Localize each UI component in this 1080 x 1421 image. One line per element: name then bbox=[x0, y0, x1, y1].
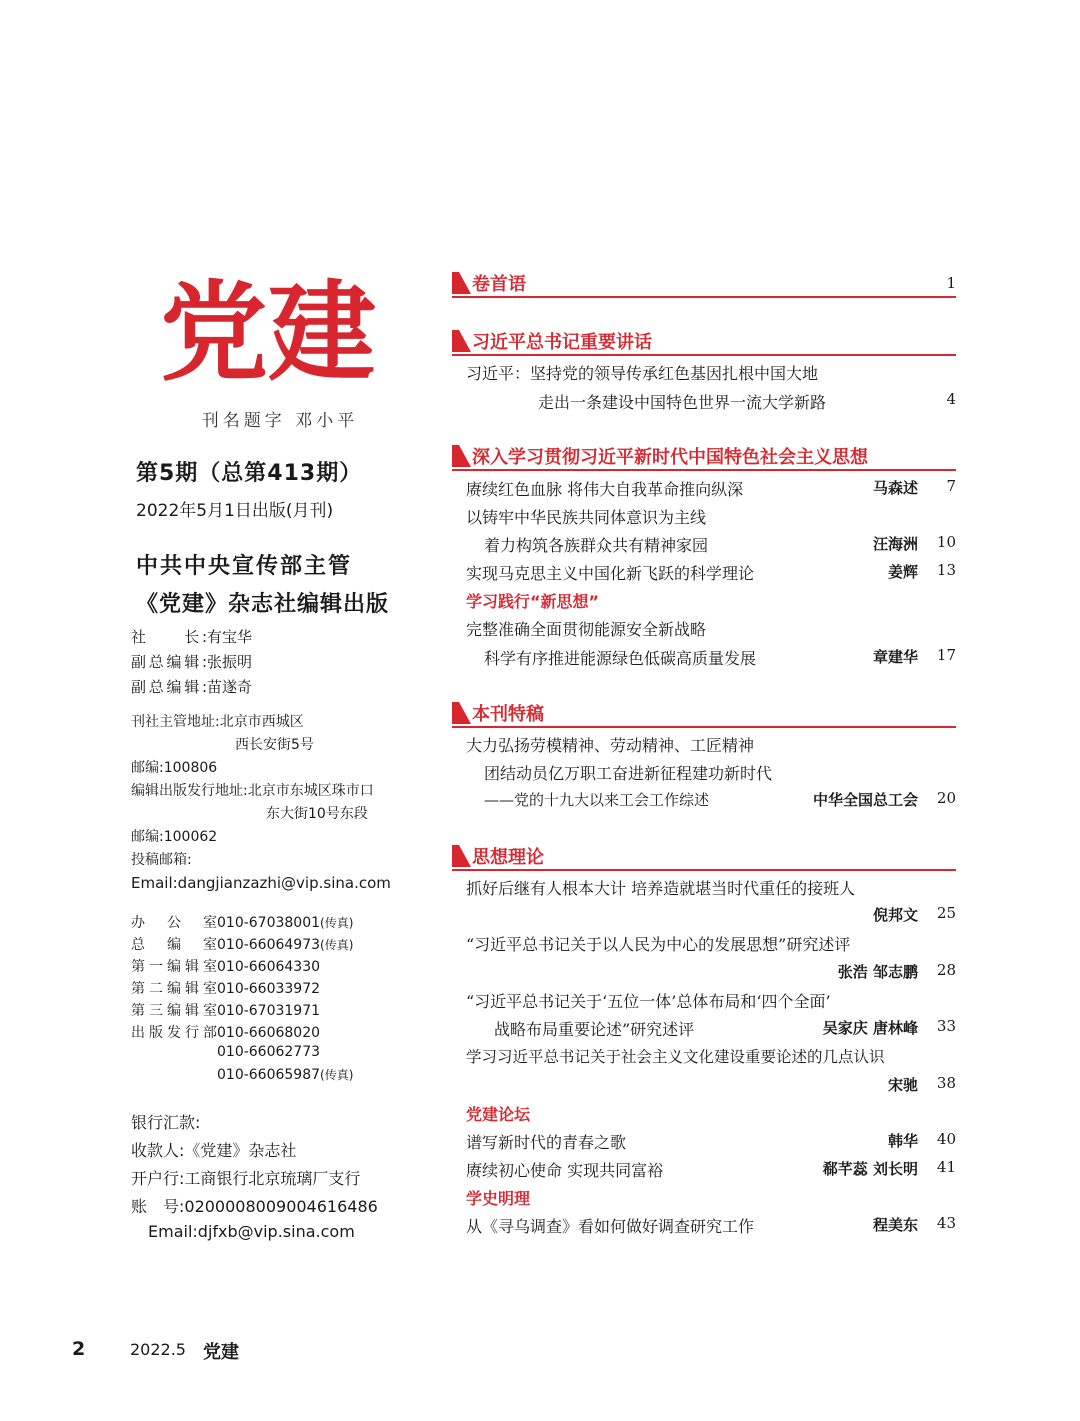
section-marker-icon bbox=[452, 445, 471, 467]
staff-row bbox=[131, 626, 252, 647]
entry-title: 着力构筑各族群众共有精神家园 bbox=[484, 536, 709, 555]
section-rule bbox=[452, 354, 956, 356]
entry-author: 倪邦文 bbox=[872, 906, 918, 924]
contact-phone: 010-66064330 bbox=[217, 959, 321, 975]
entry-page: 7 bbox=[946, 477, 956, 495]
entry-title: 科学有序推进能源绿色低碳高质量发展 bbox=[484, 649, 757, 668]
section-marker-icon bbox=[452, 272, 471, 294]
toc-entry[interactable] bbox=[466, 876, 956, 900]
entry-author: 汪海洲 bbox=[872, 535, 918, 553]
issue-number: 第5期（总第413期） bbox=[136, 461, 363, 486]
entry-title: 赓续初心使命 实现共同富裕 bbox=[466, 1161, 664, 1180]
contact-phone: 010-66065987 bbox=[217, 1067, 321, 1083]
staff-role: 社 长: bbox=[131, 628, 207, 646]
toc-entry[interactable] bbox=[466, 477, 956, 501]
entry-page: 13 bbox=[936, 561, 956, 579]
section-marker-icon bbox=[452, 702, 471, 724]
staff-role: 副总编辑: bbox=[131, 678, 207, 696]
toc-subsection: 党建论坛 bbox=[466, 1105, 531, 1124]
bank-email[interactable]: Email:djfxb@vip.sina.com bbox=[148, 1222, 355, 1241]
section-title: 习近平总书记重要讲话 bbox=[472, 332, 652, 353]
toc-section-header bbox=[452, 700, 956, 728]
contact-phone: 010-66064973 bbox=[217, 937, 321, 953]
contact-note: (传真) bbox=[320, 1068, 354, 1082]
entry-page: 10 bbox=[936, 533, 956, 551]
edit-address-label: 编辑出版发行地址: bbox=[131, 783, 248, 799]
entry-title: 大力弘扬劳模精神、劳动精神、工匠精神 bbox=[466, 736, 755, 755]
bank-payee: 收款人:《党建》杂志社 bbox=[131, 1141, 297, 1160]
toc-subsection: 学习践行“新思想” bbox=[466, 592, 600, 611]
staff-name: 张振明 bbox=[207, 653, 253, 671]
logo-caption: 刊名题字 邓小平 bbox=[201, 411, 359, 431]
footer-magazine-name: 党建 bbox=[203, 1342, 239, 1363]
submission-email-label: 投稿邮箱: bbox=[131, 852, 192, 868]
logo-text: 党建 bbox=[160, 270, 377, 396]
entry-author: 章建华 bbox=[872, 648, 918, 666]
edit-zip: 邮编:100062 bbox=[131, 829, 218, 845]
toc-entry[interactable] bbox=[466, 1017, 956, 1041]
contact-row bbox=[131, 1000, 320, 1020]
entry-title: 抓好后继有人根本大计 培养造就堪当时代重任的接班人 bbox=[466, 879, 856, 898]
bank-account: 账 号:0200008009004616486 bbox=[131, 1197, 378, 1216]
toc-entry[interactable] bbox=[466, 733, 956, 757]
entry-title: 从《寻乌调查》看如何做好调查研究工作 bbox=[466, 1217, 755, 1236]
entry-author: 宋驰 bbox=[887, 1076, 918, 1094]
toc-entry[interactable] bbox=[466, 1045, 956, 1069]
entry-page: 38 bbox=[936, 1074, 956, 1092]
entry-title: ——党的十九大以来工会工作综述 bbox=[484, 791, 710, 809]
toc-entry[interactable] bbox=[466, 1130, 956, 1154]
admin-address-line1: 北京市西城区 bbox=[219, 714, 304, 730]
edit-address-line2: 东大街10号东段 bbox=[266, 806, 368, 822]
entry-title: 谱写新时代的青春之歌 bbox=[466, 1133, 627, 1152]
entry-author: 韩华 bbox=[887, 1132, 918, 1150]
toc-entry[interactable] bbox=[466, 561, 956, 585]
toc-section-header bbox=[452, 843, 956, 871]
contact-row bbox=[131, 934, 353, 954]
toc-entry[interactable] bbox=[466, 617, 956, 641]
entry-page: 17 bbox=[936, 646, 956, 664]
toc-entry[interactable] bbox=[466, 789, 956, 813]
toc-entry[interactable] bbox=[466, 1074, 956, 1098]
page-number: 2 bbox=[72, 1338, 86, 1360]
section-page: 1 bbox=[946, 274, 956, 292]
contact-phone: 010-66068020 bbox=[217, 1025, 321, 1041]
entry-page: 40 bbox=[936, 1130, 956, 1148]
contact-row bbox=[131, 956, 320, 976]
contact-note: (传真) bbox=[320, 916, 354, 930]
entry-title: 战略布局重要论述”研究述评 bbox=[494, 1020, 695, 1039]
section-rule bbox=[452, 469, 956, 471]
toc-entry[interactable] bbox=[466, 761, 956, 785]
section-title: 深入学习贯彻习近平新时代中国特色社会主义思想 bbox=[472, 447, 868, 468]
contact-note: (传真) bbox=[320, 938, 354, 952]
staff-row bbox=[131, 676, 252, 697]
contact-dept: 第二编辑室 bbox=[131, 981, 217, 997]
footer-date: 2022.5 bbox=[130, 1340, 186, 1359]
entry-author: 张浩 邹志鹏 bbox=[837, 963, 918, 981]
entry-title: 习近平：坚持党的领导传承红色基因扎根中国大地 bbox=[466, 364, 819, 383]
entry-title: “习近平总书记关于以人民为中心的发展思想”研究述评 bbox=[466, 935, 851, 954]
toc-entry[interactable] bbox=[466, 646, 956, 670]
toc-entry[interactable] bbox=[466, 1158, 956, 1182]
contact-row bbox=[131, 1022, 320, 1042]
toc-entry[interactable] bbox=[466, 989, 956, 1013]
contact-row bbox=[131, 912, 353, 932]
publisher-line: 《党建》杂志社编辑出版 bbox=[136, 592, 390, 617]
admin-address-label: 刊社主管地址: bbox=[131, 714, 220, 730]
admin-address-line2: 西长安街5号 bbox=[235, 737, 314, 753]
section-rule bbox=[452, 726, 956, 728]
section-marker-icon bbox=[452, 845, 471, 867]
toc-entry[interactable] bbox=[466, 932, 956, 956]
publication-date: 2022年5月1日出版(月刊) bbox=[136, 501, 334, 521]
entry-page: 25 bbox=[936, 904, 956, 922]
contact-row bbox=[131, 1044, 320, 1060]
entry-title: 以铸牢中华民族共同体意识为主线 bbox=[466, 508, 707, 527]
toc-section-header bbox=[452, 443, 956, 471]
toc-entry[interactable] bbox=[466, 533, 956, 557]
section-rule bbox=[452, 296, 956, 298]
contact-dept: 办公室 bbox=[131, 915, 217, 931]
section-rule bbox=[452, 869, 956, 871]
entry-title: 完整准确全面贯彻能源安全新战略 bbox=[466, 620, 707, 639]
entry-title: “习近平总书记关于‘五位一体’总体布局和‘四个全面’ bbox=[466, 992, 831, 1011]
toc-entry[interactable] bbox=[466, 361, 956, 385]
staff-name: 有宝华 bbox=[207, 628, 253, 646]
contact-phone: 010-66033972 bbox=[217, 981, 321, 997]
edit-address-line1: 北京市东城区珠市口 bbox=[247, 783, 374, 799]
toc-entry[interactable] bbox=[466, 1214, 956, 1238]
toc-entry[interactable] bbox=[466, 961, 956, 985]
contact-dept: 总编室 bbox=[131, 937, 217, 953]
logo-calligraphy bbox=[160, 252, 390, 402]
section-marker-icon bbox=[452, 330, 471, 352]
entry-title: 赓续红色血脉 将伟大自我革命推向纵深 bbox=[466, 480, 744, 499]
staff-name: 苗遂奇 bbox=[207, 678, 253, 696]
entry-page: 41 bbox=[936, 1158, 956, 1176]
contact-dept: 出版发行部 bbox=[131, 1025, 217, 1041]
staff-role: 副总编辑: bbox=[131, 653, 207, 671]
entry-author: 中华全国总工会 bbox=[812, 791, 918, 809]
admin-address bbox=[131, 711, 391, 895]
toc-entry[interactable] bbox=[466, 505, 956, 529]
contact-phone: 010-66062773 bbox=[217, 1044, 321, 1060]
contact-phone: 010-67031971 bbox=[217, 1003, 321, 1019]
contact-phone: 010-67038001 bbox=[217, 915, 321, 931]
contact-row bbox=[131, 978, 320, 998]
toc-section-header[interactable] bbox=[452, 270, 956, 298]
contact-dept: 第三编辑室 bbox=[131, 1003, 217, 1019]
contact-dept: 第一编辑室 bbox=[131, 959, 217, 975]
sponsor-line: 中共中央宣传部主管 bbox=[136, 554, 353, 579]
entry-author: 马森述 bbox=[872, 479, 918, 497]
entry-author: 郗芊蕊 刘长明 bbox=[822, 1160, 918, 1178]
toc-entry[interactable] bbox=[466, 390, 956, 414]
entry-page: 20 bbox=[936, 789, 956, 807]
entry-author: 姜辉 bbox=[887, 563, 918, 581]
entry-title: 实现马克思主义中国化新飞跃的科学理论 bbox=[466, 564, 755, 583]
magazine-logo bbox=[160, 252, 390, 402]
section-title: 本刊特稿 bbox=[472, 704, 544, 725]
admin-zip: 邮编:100806 bbox=[131, 760, 218, 776]
entry-title: 团结动员亿万职工奋进新征程建功新时代 bbox=[484, 764, 773, 783]
staff-row bbox=[131, 651, 252, 672]
section-title: 思想理论 bbox=[472, 847, 544, 868]
toc-subsection: 学史明理 bbox=[466, 1189, 531, 1208]
entry-title: 走出一条建设中国特色世界一流大学新路 bbox=[538, 393, 827, 412]
contact-row bbox=[131, 1066, 353, 1083]
entry-page: 33 bbox=[936, 1017, 956, 1035]
entry-page: 28 bbox=[936, 961, 956, 979]
entry-page: 4 bbox=[946, 390, 956, 408]
toc-entry[interactable] bbox=[466, 904, 956, 928]
entry-title: 学习习近平总书记关于社会主义文化建设重要论述的几点认识 bbox=[466, 1048, 885, 1066]
section-title: 卷首语 bbox=[472, 274, 526, 295]
bank-name: 开户行:工商银行北京琉璃厂支行 bbox=[131, 1169, 361, 1188]
entry-page: 43 bbox=[936, 1214, 956, 1232]
entry-author: 程美东 bbox=[872, 1216, 918, 1234]
toc-section-header bbox=[452, 328, 956, 356]
bank-title: 银行汇款: bbox=[131, 1113, 201, 1132]
entry-author: 吴家庆 唐林峰 bbox=[822, 1019, 918, 1037]
submission-email[interactable]: Email:dangjianzazhi@vip.sina.com bbox=[131, 874, 391, 892]
